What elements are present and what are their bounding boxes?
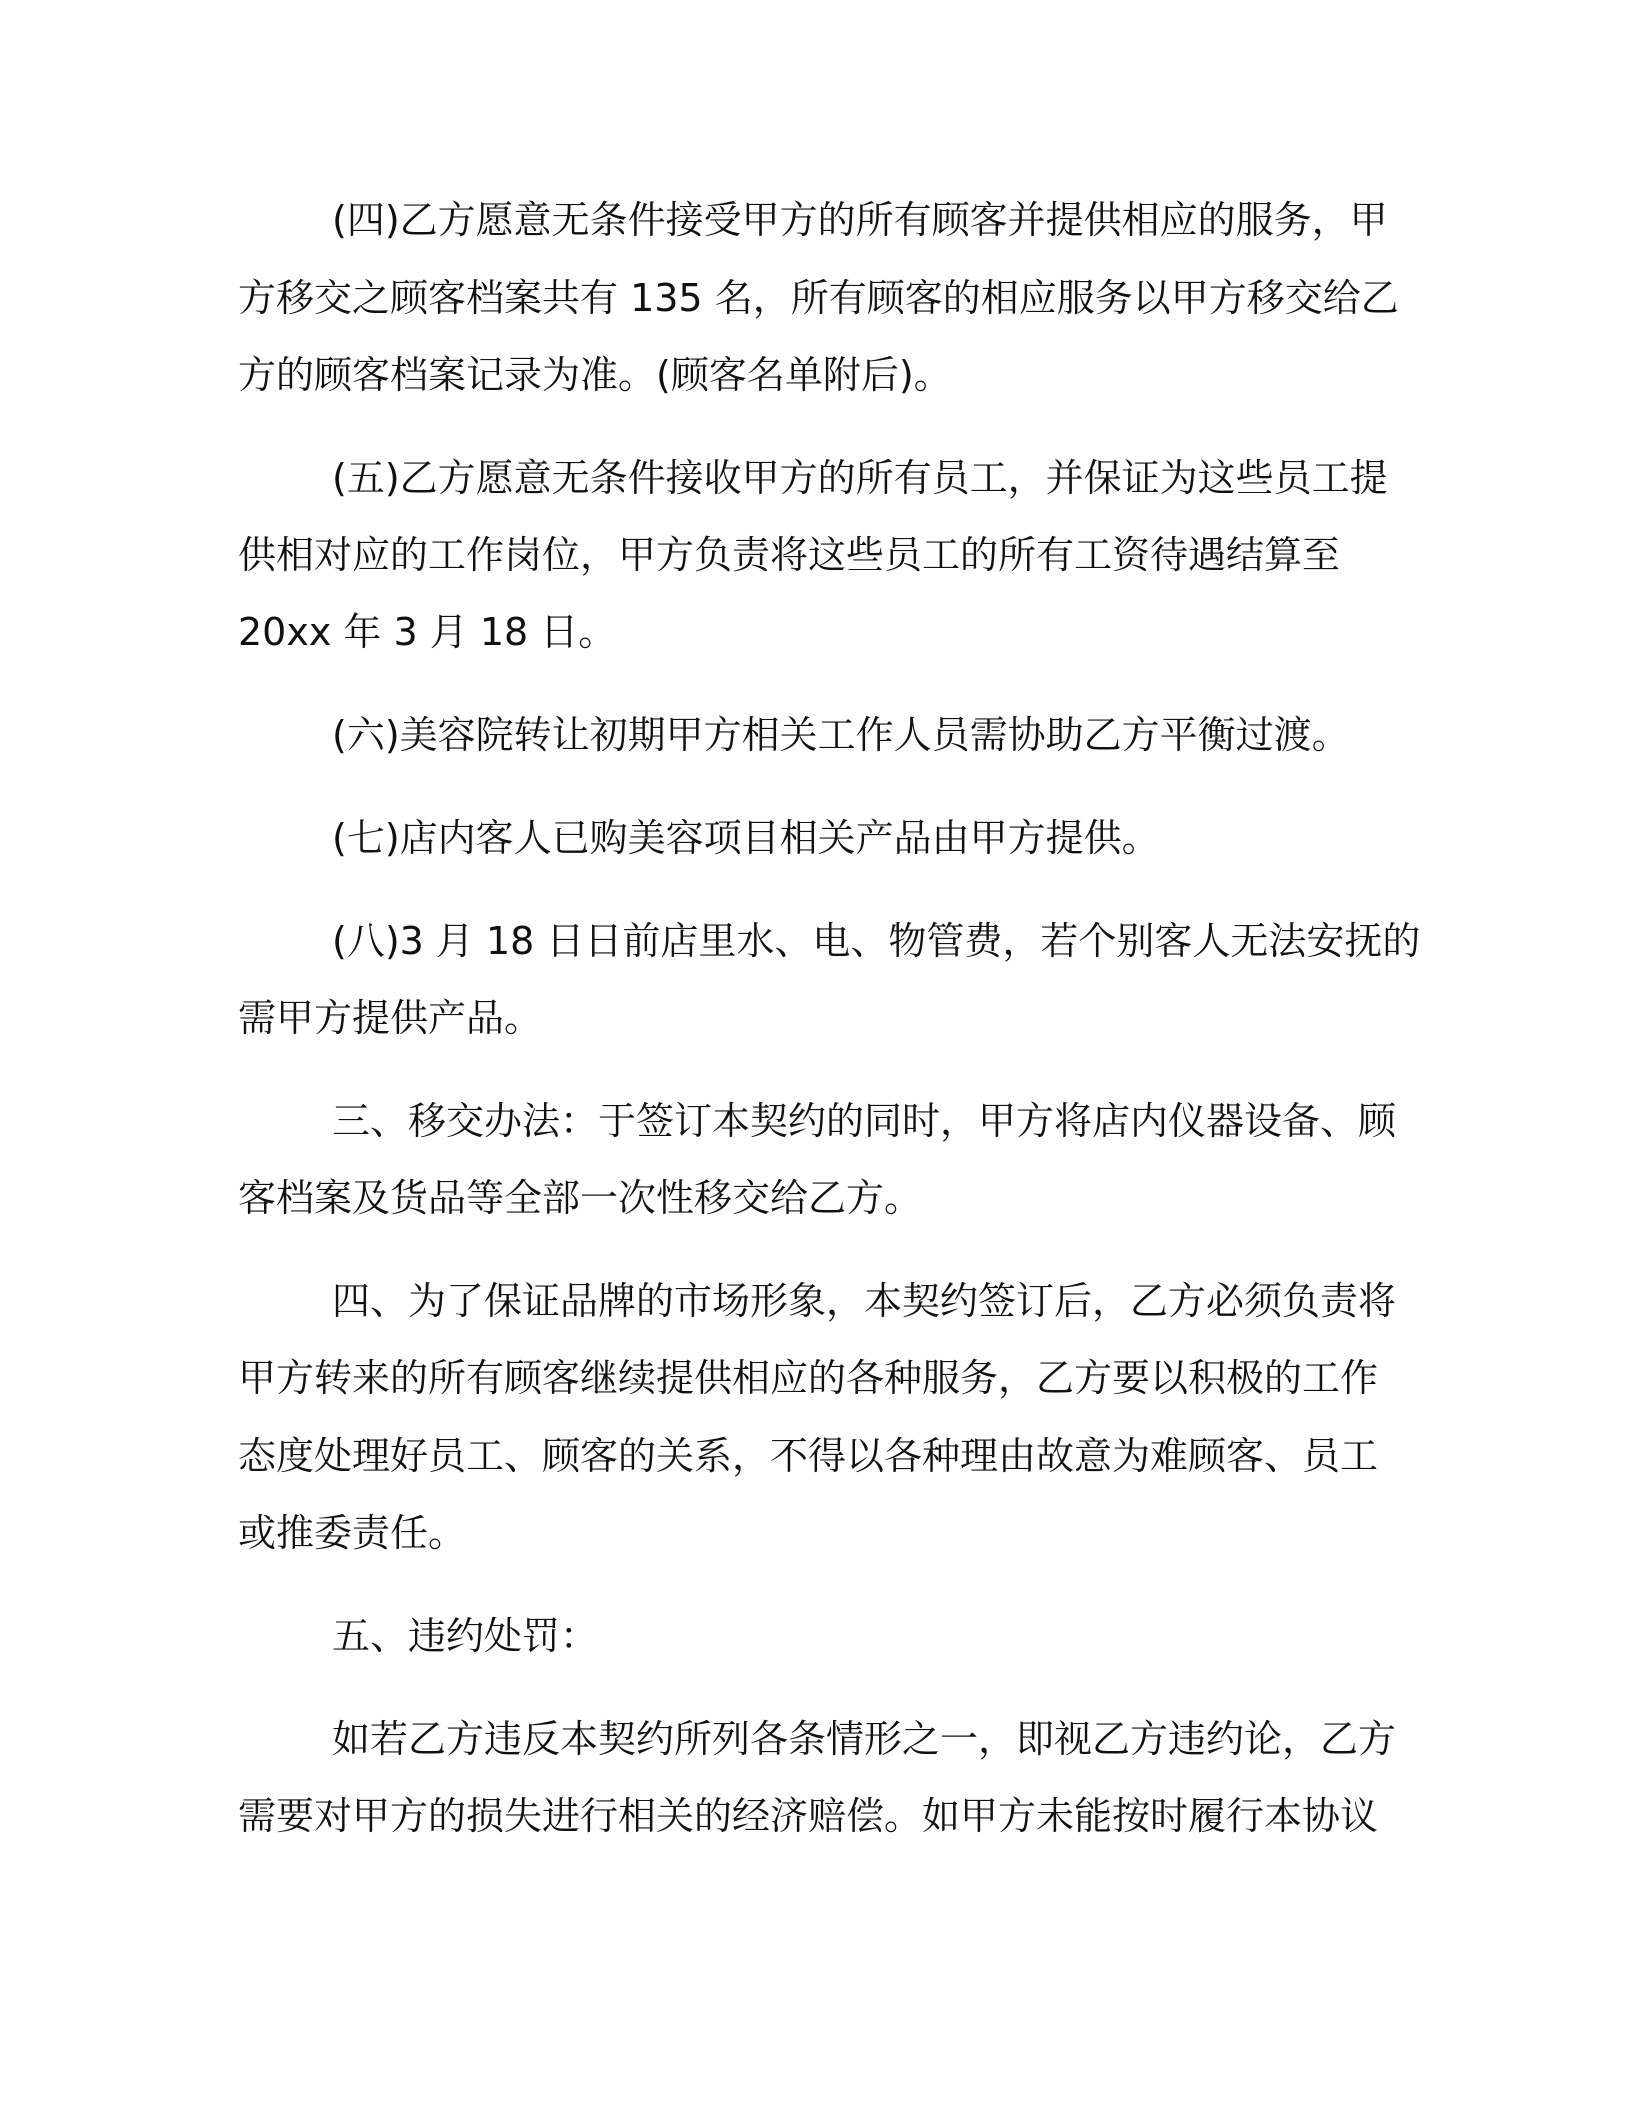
p4-line-2: 方移交之顾客档案共有 135 名，所有顾客的相应服务以甲方移交给乙 [238, 276, 1399, 320]
section-4-line-4: 或推委责任。 [238, 1511, 467, 1555]
section-4-line-2: 甲方转来的所有顾客继续提供相应的各种服务，乙方要以积极的工作 [238, 1356, 1379, 1400]
p8-line-2: 需甲方提供产品。 [238, 996, 543, 1040]
section-4-line-3: 态度处理好员工、顾客的关系，不得以各种理由故意为难顾客、员工 [238, 1434, 1379, 1478]
section-5-heading: 五、违约处罚： [332, 1614, 599, 1658]
section-5-body-line-2: 需要对甲方的损失进行相关的经济赔偿。如甲方未能按时履行本协议 [238, 1794, 1379, 1838]
section-3-line-2: 客档案及货品等全部一次性移交给乙方。 [238, 1176, 923, 1220]
section-3-line-1: 三、移交办法：于签订本契约的同时，甲方将店内仪器设备、顾 [332, 1099, 1397, 1143]
p4-line-1: (四)乙方愿意无条件接受甲方的所有顾客并提供相应的服务，甲 [332, 198, 1388, 242]
p5-line-2: 供相对应的工作岗位，甲方负责将这些员工的所有工资待遇结算至 [238, 533, 1341, 577]
p6-line-1: (六)美容院转让初期甲方相关工作人员需协助乙方平衡过渡。 [332, 713, 1350, 757]
p4-line-3: 方的顾客档案记录为准。(顾客名单附后)。 [238, 353, 952, 397]
p5-line-1: (五)乙方愿意无条件接收甲方的所有员工，并保证为这些员工提 [332, 456, 1388, 500]
p7-line-1: (七)店内客人已购美容项目相关产品由甲方提供。 [332, 816, 1160, 860]
p8-line-1: (八)3 月 18 日日前店里水、电、物管费，若个别客人无法安抚的 [332, 919, 1421, 963]
p5-line-3: 20xx 年 3 月 18 日。 [238, 610, 617, 654]
section-5-body-line-1: 如若乙方违反本契约所列各条情形之一，即视乙方违约论，乙方 [332, 1717, 1397, 1761]
section-4-line-1: 四、为了保证品牌的市场形象，本契约签订后，乙方必须负责将 [332, 1279, 1397, 1323]
